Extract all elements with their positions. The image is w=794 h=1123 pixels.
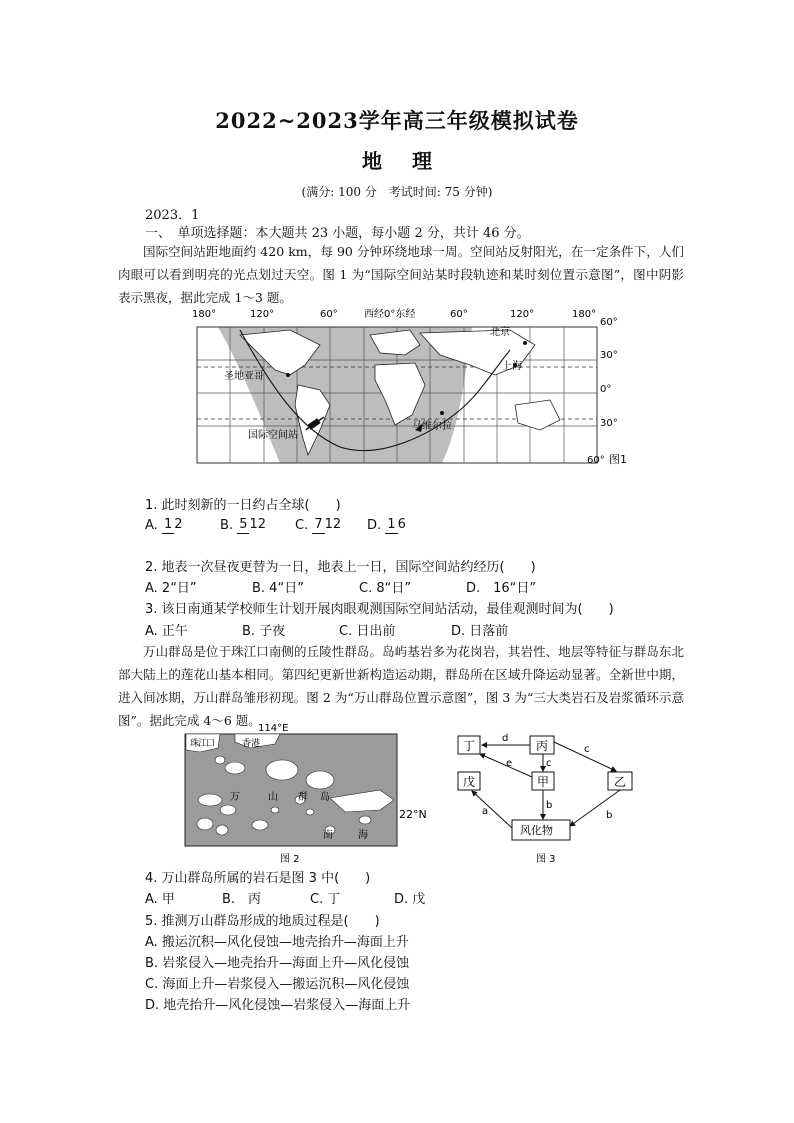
fig2-label: 群: [298, 792, 308, 803]
beijing-dot: [523, 341, 527, 345]
q3-option-b[interactable]: B. 子夜: [242, 624, 286, 639]
figure-3-caption: 图 3: [536, 854, 556, 865]
question-2: 2. 地表一次昼夜更替为一日，地表上一日，国际空间站约经历( ): [145, 560, 536, 575]
q5-option-d[interactable]: D. 地壳抬升—风化侵蚀—岩浆侵入—海面上升: [145, 998, 411, 1013]
passage-1: 国际空间站距地面约 420 km，每 90 分钟环绕地球一周。空间站反射阳光，在一定条件下，人们肉眼可以看到明亮的光点划过天空。图 1 为“国际空间站某时段轨迹和某时刻位置示意图”，图中阴影表示黑夜，据此完成 1～3 题。: [118, 244, 684, 305]
q4-option-b[interactable]: B. 丙: [222, 892, 262, 907]
place-santiago: 圣地亚哥: [224, 371, 264, 382]
node-yi-label: 乙: [614, 775, 627, 789]
q2-option-a[interactable]: A. 2“日”: [145, 581, 197, 596]
option-label: B.: [220, 518, 234, 533]
q4-option-a[interactable]: A. 甲: [145, 892, 175, 907]
q4-option-c[interactable]: C. 丁: [310, 892, 341, 907]
figure-3-rock-cycle: [452, 728, 652, 868]
edge-e: e: [506, 758, 513, 769]
q5-option-c[interactable]: C. 海面上升—岩浆侵入—搬运沉积—风化侵蚀: [145, 977, 410, 992]
q2-option-c[interactable]: C. 8“日”: [359, 581, 412, 596]
q1-option-c[interactable]: [295, 517, 367, 534]
fig2-label: 山: [268, 792, 278, 803]
q3-option-c[interactable]: C. 日出前: [339, 624, 396, 639]
question-1: 1. 此时刻新的一日约占全球( ): [145, 498, 341, 513]
node-ding-label: 丁: [463, 739, 476, 753]
figure-2-map: [180, 720, 440, 865]
fig2-label: 口: [206, 739, 216, 749]
question-2-options: [145, 577, 566, 596]
q3-option-d[interactable]: D. 日落前: [451, 624, 509, 639]
numerator: 5: [239, 517, 248, 532]
question-3: 3. 该日南通某学校师生计划开展肉眼观测国际空间站活动，最佳观测时间为( ): [145, 602, 614, 617]
denominator: 2: [174, 517, 183, 532]
question-1-options: [145, 517, 445, 534]
lat-label: 60°: [600, 317, 618, 328]
exam-meta: (满分: 100 分 考试时间: 75 分钟): [301, 185, 493, 199]
fig2-label: 珠: [190, 739, 200, 749]
place-iss: 国际空间站: [248, 430, 298, 441]
lat-label: 30°: [600, 418, 618, 429]
lon-label: 180°: [572, 309, 597, 320]
figure-2-caption: 图 2: [280, 854, 300, 865]
figure-1-map: [180, 305, 650, 470]
lat-label: 60°: [587, 455, 605, 466]
edge-b: b: [546, 800, 553, 811]
node-jia-label: 甲: [537, 775, 550, 789]
numerator: 1: [163, 517, 173, 532]
fig2-lat: 22°N: [399, 808, 427, 821]
denominator: 12: [249, 517, 267, 532]
question-5: 5. 推测万山群岛形成的地质过程是( ): [145, 914, 380, 929]
lon-label: 120°: [510, 309, 535, 320]
numerator: 7: [314, 517, 323, 532]
lon-label: 西经0°东经: [364, 309, 416, 320]
edge-c: c: [546, 758, 552, 769]
subject-title: 地理: [362, 149, 462, 173]
fig2-label: 香港: [242, 739, 261, 749]
lon-label: 60°: [450, 309, 468, 320]
place-maputo: 马维尔拉: [412, 421, 452, 432]
section-heading: 一、 单项选择题：本大题共 23 小题，每小题 2 分，共计 46 分。: [145, 226, 530, 241]
question-3-options: [145, 620, 551, 639]
santiago-dot: [286, 373, 290, 377]
lon-label: 120°: [250, 309, 275, 320]
q1-option-b[interactable]: [220, 517, 295, 534]
q1-option-a[interactable]: [145, 517, 220, 534]
lat-label: 30°: [600, 350, 618, 361]
node-weathered-label: 风化物: [520, 824, 553, 837]
node-wu-label: 戊: [463, 775, 476, 789]
edge-a: a: [482, 806, 489, 817]
question-4-options: [145, 888, 454, 907]
paper-title: 2022~2023学年高三年级模拟试卷: [215, 108, 579, 133]
q5-option-b[interactable]: B. 岩浆侵入—地壳抬升—海面上升—风化侵蚀: [145, 956, 410, 971]
option-label: C.: [295, 518, 309, 533]
place-beijing: 北京: [490, 327, 510, 338]
figure-1-caption: 图1: [609, 453, 627, 466]
fig2-label: 万: [230, 792, 240, 803]
exam-date: 2023．1: [145, 208, 200, 223]
denominator: 12: [324, 517, 342, 532]
numerator: 1: [387, 517, 396, 532]
lat-label: 0°: [600, 384, 612, 395]
lon-label: 180°: [192, 309, 217, 320]
q3-option-a[interactable]: A. 正午: [145, 624, 188, 639]
edge-d: d: [502, 733, 509, 744]
option-label: D.: [367, 518, 382, 533]
passage-2: 万山群岛是位于珠江口南侧的丘陵性群岛。岛屿基岩多为花岗岩，其岩性、地层等特征与群岛东北部大陆上的莲花山基本相同。第四纪更新世新构造运动期，群岛所在区域升降运动显著。全新世中期，进入间冰期，万山群岛雏形初现。图 2 为“万山群岛位置示意图”，图 3 为“三大类岩石及岩浆循环示意图”。据此完成 4～6 题。: [118, 644, 684, 728]
fig2-label: 江: [198, 739, 208, 749]
place-shanghai: 上海: [502, 361, 522, 372]
fig2-label: 海: [358, 830, 368, 841]
q4-option-d[interactable]: D. 戊: [394, 892, 426, 907]
q1-option-d[interactable]: [367, 517, 427, 534]
q5-option-a[interactable]: A. 搬运沉积—风化侵蚀—地壳抬升—海面上升: [145, 935, 409, 950]
edge-b: b: [606, 810, 613, 821]
q2-option-b[interactable]: B. 4“日”: [252, 581, 304, 596]
lon-label: 60°: [320, 309, 338, 320]
edge-c: c: [584, 744, 590, 755]
q2-option-d[interactable]: D. 16“日”: [466, 581, 537, 596]
maputo-dot: [440, 411, 444, 415]
denominator: 6: [397, 517, 406, 532]
question-4: 4. 万山群岛所属的岩石是图 3 中( ): [145, 871, 371, 886]
option-label: A.: [145, 518, 158, 533]
fig2-label: 岛: [320, 792, 330, 803]
node-bing-label: 丙: [536, 739, 549, 753]
fig2-lon: 114°E: [258, 723, 289, 734]
fig2-label: 南: [323, 830, 333, 841]
